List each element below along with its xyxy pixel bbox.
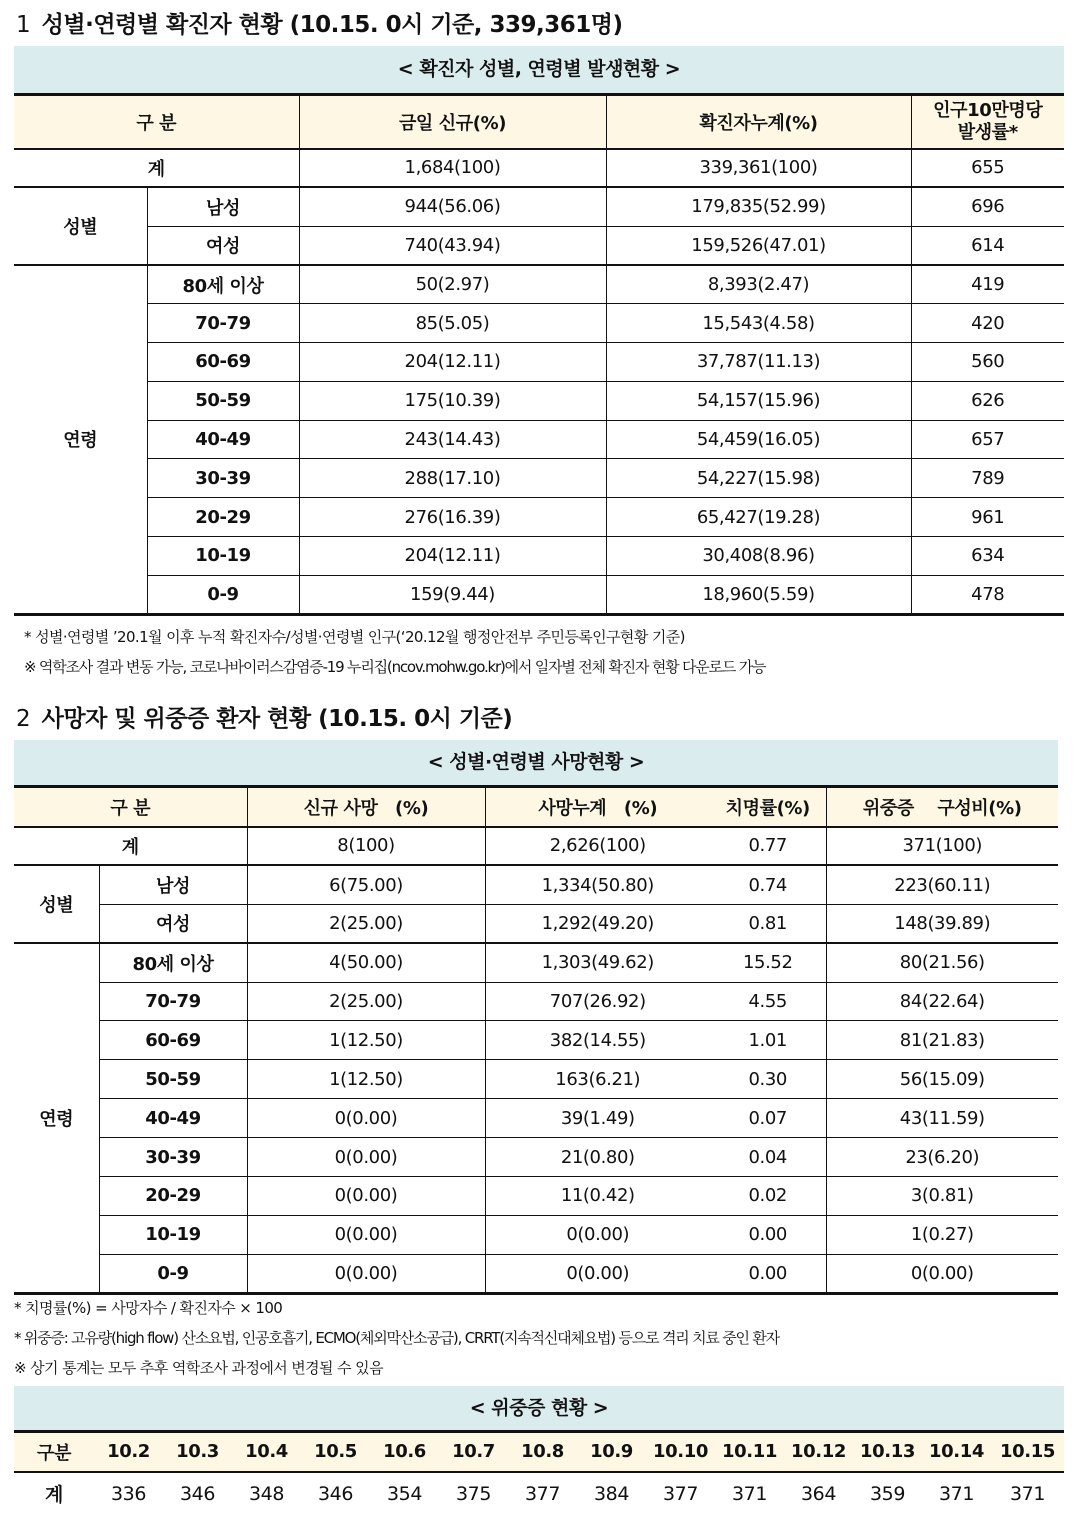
cell-rate: 655	[911, 149, 1064, 188]
table-row	[14, 943, 1058, 982]
row-label: 여성	[147, 226, 299, 265]
cell-cum-deaths: 39(1.49)	[485, 1099, 710, 1138]
severe-total-row	[14, 1472, 1064, 1515]
severe-value: 375	[455, 1482, 492, 1505]
cell-cum-deaths: 0(0.00)	[485, 1254, 710, 1293]
date-header: 10.13	[853, 1432, 922, 1472]
table-row	[14, 1177, 1058, 1216]
cell-cum-deaths: 21(0.80)	[485, 1138, 710, 1177]
cell-new: 1,684(100)	[299, 149, 606, 188]
deaths-table	[14, 785, 1058, 1295]
row-label: 계	[45, 1484, 63, 1507]
cell-severe: 0(0.00)	[826, 1254, 1058, 1293]
cell-rate: 961	[911, 498, 1064, 537]
cell-rate: 696	[911, 187, 1064, 226]
date-header: 10.11	[715, 1432, 784, 1472]
cell-rate: 478	[911, 575, 1064, 614]
cell-cum-deaths: 163(6.21)	[485, 1060, 710, 1099]
cell-cumulative: 54,157(15.96)	[606, 381, 911, 420]
row-label: 80세 이상	[147, 265, 299, 304]
severe-value: 354	[386, 1482, 423, 1505]
severe-value: 348	[248, 1482, 285, 1505]
row-label: 남성	[99, 865, 247, 904]
cell-new: 159(9.44)	[299, 575, 606, 614]
severe-value: 359	[869, 1482, 906, 1505]
deaths-table-caption: < 성별·연령별 사망현황 >	[14, 740, 1058, 785]
group-label-gender: 성별	[14, 187, 147, 265]
cell-new-deaths: 6(75.00)	[247, 865, 485, 904]
table-row	[14, 381, 1064, 420]
cell-cum-deaths: 382(14.55)	[485, 1021, 710, 1060]
cell-new-deaths: 0(0.00)	[247, 1099, 485, 1138]
date-header: 10.8	[508, 1432, 577, 1472]
confirmed-cases-table	[14, 93, 1064, 616]
cell-severe: 56(15.09)	[826, 1060, 1058, 1099]
cell-severe: 81(21.83)	[826, 1021, 1058, 1060]
table-row	[14, 1060, 1058, 1099]
cell-cumulative: 8,393(2.47)	[606, 265, 911, 304]
date-header: 10.10	[646, 1432, 715, 1472]
cell-new-deaths: 2(25.00)	[247, 904, 485, 943]
table-row	[14, 982, 1058, 1021]
cell-new-deaths: 1(12.50)	[247, 1060, 485, 1099]
header-category: 구분	[14, 1432, 94, 1472]
cell-cumulative: 37,787(11.13)	[606, 342, 911, 381]
confirmed-table-caption: < 확진자 성별, 연령별 발생현황 >	[14, 46, 1064, 93]
severe-value: 371	[731, 1482, 768, 1505]
cell-fatality: 0.00	[710, 1215, 826, 1254]
date-header: 10.12	[784, 1432, 853, 1472]
section1-number: 1	[16, 12, 31, 38]
header-cum-deaths: 사망누계 (%)	[485, 787, 710, 827]
date-header: 10.7	[439, 1432, 508, 1472]
header-rate-line1: 인구10만명당	[933, 99, 1043, 121]
severe-value: 377	[524, 1482, 561, 1505]
severe-value: 371	[938, 1482, 975, 1505]
cell-severe: 1(0.27)	[826, 1215, 1058, 1254]
table-row	[14, 1021, 1058, 1060]
date-header: 10.15	[991, 1432, 1064, 1472]
cell-rate: 420	[911, 304, 1064, 343]
row-label: 50-59	[147, 381, 299, 420]
row-label: 60-69	[99, 1021, 247, 1060]
cell-rate: 614	[911, 226, 1064, 265]
cell-cumulative: 65,427(19.28)	[606, 498, 911, 537]
row-label: 0-9	[147, 575, 299, 614]
severe-value: 346	[179, 1482, 216, 1505]
cell-severe: 371(100)	[826, 827, 1058, 866]
cell-cum-deaths: 1,292(49.20)	[485, 904, 710, 943]
row-label: 80세 이상	[99, 943, 247, 982]
severe-value: 377	[662, 1482, 699, 1505]
cell-severe: 23(6.20)	[826, 1138, 1058, 1177]
cell-new: 740(43.94)	[299, 226, 606, 265]
cell-severe: 148(39.89)	[826, 904, 1058, 943]
cell-cumulative: 18,960(5.59)	[606, 575, 911, 614]
footnote: ※ 역학조사 결과 변동 가능, 코로나바이러스감염증-19 누리집(ncov.mohw.go.kr)에서 일자별 전체 확진자 현황 다운로드 가능	[24, 658, 766, 676]
table-row	[14, 226, 1064, 265]
footnote: * 위중증: 고유량(high flow) 산소요법, 인공호흡기, ECMO(체외막산소공급), CRRT(지속적신대체요법) 등으로 격리 치료 중인 환자	[14, 1329, 779, 1347]
header-category: 구 분	[14, 95, 299, 149]
group-label-gender: 성별	[14, 865, 99, 943]
cell-rate: 419	[911, 265, 1064, 304]
cell-new-deaths: 0(0.00)	[247, 1254, 485, 1293]
row-label: 20-29	[147, 498, 299, 537]
footnote: * 성별·연령별 ’20.1월 이후 누적 확진자수/성별·연령별 인구(‘20.12월 행정안전부 주민등록인구현황 기준)	[24, 628, 685, 646]
cell-new-deaths: 1(12.50)	[247, 1021, 485, 1060]
cell-rate: 657	[911, 420, 1064, 459]
date-header: 10.5	[301, 1432, 370, 1472]
table-row	[14, 575, 1064, 614]
cell-fatality: 0.81	[710, 904, 826, 943]
header-rate-line2: 발생률*	[957, 121, 1018, 143]
cell-new-deaths: 2(25.00)	[247, 982, 485, 1021]
table-row	[14, 1254, 1058, 1293]
header-severe: 위중증 구성비(%)	[826, 787, 1058, 827]
cell-cum-deaths: 11(0.42)	[485, 1177, 710, 1216]
date-header: 10.3	[163, 1432, 232, 1472]
header-cumulative: 확진자누계(%)	[606, 95, 911, 149]
header-new-cases: 금일 신규(%)	[299, 95, 606, 149]
group-label-age: 연령	[14, 265, 147, 614]
row-label: 10-19	[99, 1215, 247, 1254]
table-row	[14, 865, 1058, 904]
header-category: 구 분	[14, 787, 247, 827]
table-row	[14, 420, 1064, 459]
cell-severe: 43(11.59)	[826, 1099, 1058, 1138]
header-incidence-rate	[911, 95, 1064, 149]
cell-new: 85(5.05)	[299, 304, 606, 343]
date-header: 10.4	[232, 1432, 301, 1472]
cell-new: 50(2.97)	[299, 265, 606, 304]
header-new-deaths: 신규 사망 (%)	[247, 787, 485, 827]
cell-fatality: 0.04	[710, 1138, 826, 1177]
cell-new: 944(56.06)	[299, 187, 606, 226]
row-label: 20-29	[99, 1177, 247, 1216]
cell-cumulative: 54,459(16.05)	[606, 420, 911, 459]
row-label: 남성	[147, 187, 299, 226]
severe-value: 384	[593, 1482, 630, 1505]
cell-severe: 223(60.11)	[826, 865, 1058, 904]
cell-severe: 3(0.81)	[826, 1177, 1058, 1216]
row-label: 40-49	[147, 420, 299, 459]
table-row	[14, 1215, 1058, 1254]
cell-severe: 84(22.64)	[826, 982, 1058, 1021]
severe-table-caption: < 위중증 현황 >	[14, 1386, 1064, 1430]
section2-title	[16, 700, 512, 733]
cell-cumulative: 339,361(100)	[606, 149, 911, 188]
cell-rate: 634	[911, 536, 1064, 575]
cell-new-deaths: 0(0.00)	[247, 1138, 485, 1177]
cell-fatality: 0.30	[710, 1060, 826, 1099]
cell-new-deaths: 4(50.00)	[247, 943, 485, 982]
cell-fatality: 0.07	[710, 1099, 826, 1138]
cell-cumulative: 30,408(8.96)	[606, 536, 911, 575]
severe-value: 364	[800, 1482, 837, 1505]
row-label: 30-39	[99, 1138, 247, 1177]
cell-cum-deaths: 1,303(49.62)	[485, 943, 710, 982]
row-label: 30-39	[147, 459, 299, 498]
cell-new: 243(14.43)	[299, 420, 606, 459]
row-label: 70-79	[147, 304, 299, 343]
table-row	[14, 187, 1064, 226]
row-label: 계	[14, 149, 299, 188]
cell-cum-deaths: 0(0.00)	[485, 1215, 710, 1254]
table-row	[14, 498, 1064, 537]
severe-header-row	[14, 1432, 1064, 1472]
date-header: 10.14	[922, 1432, 991, 1472]
table-row	[14, 1138, 1058, 1177]
table-row-total	[14, 149, 1064, 188]
cell-new-deaths: 0(0.00)	[247, 1177, 485, 1216]
header-fatality-rate: 치명률(%)	[710, 787, 826, 827]
cell-fatality: 4.55	[710, 982, 826, 1021]
cell-rate: 560	[911, 342, 1064, 381]
cell-new: 204(12.11)	[299, 342, 606, 381]
footnote: ※ 상기 통계는 모두 추후 역학조사 과정에서 변경될 수 있음	[14, 1359, 383, 1377]
cell-fatality: 15.52	[710, 943, 826, 982]
table-row-total	[14, 827, 1058, 866]
footnote: * 치명률(%) = 사망자수 / 확진자수 × 100	[14, 1299, 283, 1317]
cell-cum-deaths: 1,334(50.80)	[485, 865, 710, 904]
cell-new: 276(16.39)	[299, 498, 606, 537]
cell-fatality: 1.01	[710, 1021, 826, 1060]
date-header: 10.9	[577, 1432, 646, 1472]
cell-new: 204(12.11)	[299, 536, 606, 575]
cell-new-deaths: 8(100)	[247, 827, 485, 866]
row-label: 여성	[99, 904, 247, 943]
group-label-age: 연령	[14, 943, 99, 1293]
cell-cumulative: 54,227(15.98)	[606, 459, 911, 498]
cell-rate: 789	[911, 459, 1064, 498]
cell-fatality: 0.77	[710, 827, 826, 866]
cell-cumulative: 159,526(47.01)	[606, 226, 911, 265]
date-header: 10.2	[94, 1432, 163, 1472]
cell-cum-deaths: 707(26.92)	[485, 982, 710, 1021]
cell-cumulative: 179,835(52.99)	[606, 187, 911, 226]
table-row	[14, 536, 1064, 575]
table-row	[14, 904, 1058, 943]
cell-severe: 80(21.56)	[826, 943, 1058, 982]
cell-cum-deaths: 2,626(100)	[485, 827, 710, 866]
row-label: 10-19	[147, 536, 299, 575]
cell-fatality: 0.00	[748, 1262, 787, 1284]
cell-rate: 626	[911, 381, 1064, 420]
table-row	[14, 265, 1064, 304]
row-label: 50-59	[99, 1060, 247, 1099]
table-row	[14, 304, 1064, 343]
date-header: 10.6	[370, 1432, 439, 1472]
cell-new: 175(10.39)	[299, 381, 606, 420]
section2-title-text: 사망자 및 위중증 환자 현황 (10.15. 0시 기준)	[41, 706, 513, 732]
severe-value: 336	[110, 1482, 147, 1505]
section1-title-text: 성별·연령별 확진자 현황 (10.15. 0시 기준, 339,361명)	[41, 12, 623, 38]
cell-new: 288(17.10)	[299, 459, 606, 498]
section2-number: 2	[16, 706, 31, 732]
cell-fatality: 0.02	[710, 1177, 826, 1216]
severe-value: 346	[317, 1482, 354, 1505]
table-row	[14, 459, 1064, 498]
table-row	[14, 1099, 1058, 1138]
row-label: 0-9	[99, 1254, 247, 1293]
section1-title	[16, 6, 623, 39]
row-label: 40-49	[99, 1099, 247, 1138]
cell-new-deaths: 0(0.00)	[247, 1215, 485, 1254]
cell-fatality: 0.74	[710, 865, 826, 904]
severe-cases-table	[14, 1430, 1064, 1515]
cell-cumulative: 15,543(4.58)	[606, 304, 911, 343]
table-row	[14, 342, 1064, 381]
row-label: 70-79	[99, 982, 247, 1021]
severe-value: 371	[1009, 1482, 1046, 1505]
row-label: 60-69	[147, 342, 299, 381]
row-label: 계	[14, 827, 247, 866]
